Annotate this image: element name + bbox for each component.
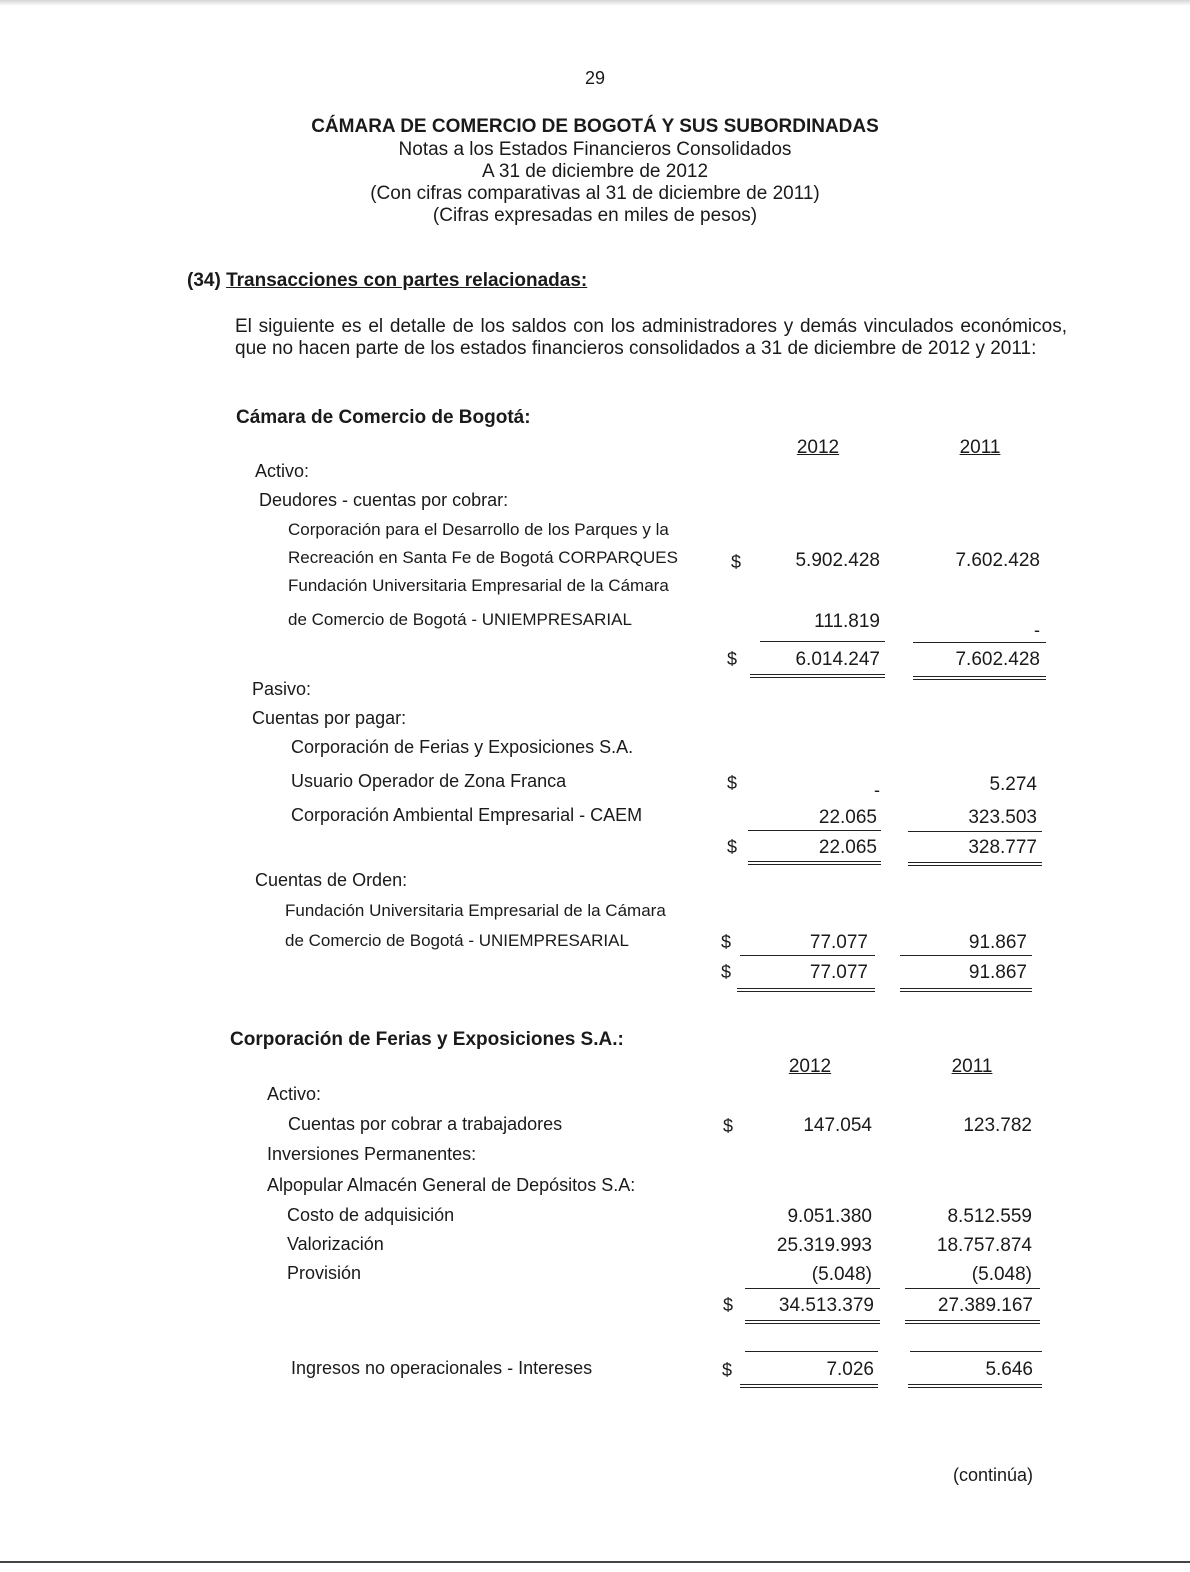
ccb-corparques-2012: 5.902.428 bbox=[795, 550, 880, 571]
ccb-activo-label: Activo: bbox=[255, 461, 310, 481]
cfe-ingresos-2011: 5.646 bbox=[985, 1359, 1033, 1380]
ccb-activo-total-rule-2011 bbox=[913, 676, 1046, 680]
ccb-activo-total-rule-2012 bbox=[750, 674, 885, 678]
ccb-orden-line-2: de Comercio de Bogotá - UNIEMPRESARIAL bbox=[285, 931, 629, 950]
section-heading bbox=[187, 270, 587, 292]
ccb-zona-franca-label: Usuario Operador de Zona Franca bbox=[291, 771, 567, 791]
cfe-subtotal-rule-2012 bbox=[745, 1288, 880, 1289]
ccb-caem-label: Corporación Ambiental Empresarial - CAEM bbox=[291, 805, 643, 825]
ccb-caem-2012: 22.065 bbox=[818, 807, 877, 828]
cfe-provision-2012: (5.048) bbox=[811, 1264, 872, 1285]
ccb-zona-franca-2012: - bbox=[874, 780, 880, 800]
header-line-1: Notas a los Estados Financieros Consolidados bbox=[398, 139, 792, 160]
cfe-ingresos-top-rule-2011 bbox=[910, 1351, 1042, 1352]
header-line-2: A 31 de diciembre de 2012 bbox=[481, 161, 709, 182]
cfe-ingresos-top-rule-2012 bbox=[745, 1351, 878, 1352]
ccb-currency-orden-total: $ bbox=[721, 962, 732, 982]
company-title: CÁMARA DE COMERCIO DE BOGOTÁ Y SUS SUBORDINADAS bbox=[311, 116, 879, 137]
ccb-currency-activo-total: $ bbox=[727, 649, 738, 669]
ccb-uniemp-line-1: Fundación Universitaria Empresarial de la Cámara bbox=[288, 576, 669, 595]
cfe-ingresos-2012: 7.026 bbox=[826, 1359, 874, 1380]
cfe-currency-trabajadores: $ bbox=[723, 1116, 734, 1136]
section-number: (34) bbox=[187, 270, 221, 291]
ccb-activo-subtotal-rule-2012 bbox=[760, 641, 885, 642]
ccb-currency-corparques: $ bbox=[731, 552, 742, 572]
ccb-orden-total-2012: 77.077 bbox=[809, 962, 868, 983]
cfe-total-2011: 27.389.167 bbox=[937, 1295, 1033, 1316]
cfe-trabajadores-2011: 123.782 bbox=[963, 1115, 1032, 1136]
cfe-year-2012: 2012 bbox=[788, 1056, 832, 1077]
ccb-orden-2011: 91.867 bbox=[968, 932, 1027, 953]
header-line-3: (Con cifras comparativas al 31 de diciembre de 2011) bbox=[370, 183, 820, 204]
ccb-deudores-label: Deudores - cuentas por cobrar: bbox=[259, 490, 509, 510]
cfe-alpopular-label: Alpopular Almacén General de Depósitos S.A: bbox=[267, 1175, 636, 1195]
header-line-4: (Cifras expresadas en miles de pesos) bbox=[432, 205, 758, 226]
ccb-uniemp-2011: - bbox=[1034, 620, 1040, 640]
scan-top-edge bbox=[0, 0, 1190, 6]
ccb-corparques-2011: 7.602.428 bbox=[955, 550, 1040, 571]
ccb-uniemp-2012: 111.819 bbox=[814, 611, 880, 632]
ccb-orden-subtotal-rule-2012 bbox=[740, 955, 875, 956]
cfe-total-rule-2011 bbox=[905, 1320, 1040, 1324]
cfe-total-2012: 34.513.379 bbox=[778, 1295, 874, 1316]
cfe-trabajadores-2012: 147.054 bbox=[803, 1115, 872, 1136]
ccb-corparques-line-1: Corporación para el Desarrollo de los Parques y la bbox=[288, 520, 669, 539]
ccb-pasivo-subtotal-rule-2011 bbox=[908, 831, 1042, 832]
ccb-pasivo-total-2011: 328.777 bbox=[968, 837, 1037, 858]
cfe-valorizacion-2012: 25.319.993 bbox=[776, 1235, 872, 1256]
cfe-costo-label: Costo de adquisición bbox=[287, 1205, 455, 1225]
ccb-corparques-line-2: Recreación en Santa Fe de Bogotá CORPARQUES bbox=[288, 548, 678, 567]
cfe-ingresos-total-rule-2011 bbox=[908, 1384, 1042, 1388]
cfe-costo-2012: 9.051.380 bbox=[787, 1206, 872, 1227]
cfe-total-rule-2012 bbox=[745, 1320, 880, 1324]
cfe-valorizacion-2011: 18.757.874 bbox=[936, 1235, 1032, 1256]
page-number: 29 bbox=[584, 68, 606, 88]
cfe-currency-total: $ bbox=[723, 1295, 734, 1315]
scan-bottom-rule bbox=[0, 1561, 1190, 1563]
ccb-pasivo-total-rule-2011 bbox=[908, 862, 1042, 866]
cfe-trabajadores-label: Cuentas por cobrar a trabajadores bbox=[288, 1114, 563, 1134]
ccb-activo-total-2012: 6.014.247 bbox=[795, 649, 880, 670]
ccb-zona-franca-2011: 5.274 bbox=[989, 774, 1037, 795]
ccb-currency-pasivo-total: $ bbox=[727, 837, 738, 857]
cfe-title: Corporación de Ferias y Exposiciones S.A.: bbox=[230, 1029, 624, 1050]
ccb-orden-2012: 77.077 bbox=[809, 932, 868, 953]
continua-note: (continúa) bbox=[953, 1465, 1034, 1485]
cfe-ingresos-label: Ingresos no operacionales - Intereses bbox=[291, 1358, 593, 1378]
ccb-pasivo-subtotal-rule-2012 bbox=[748, 830, 881, 831]
ccb-pasivo-total-2012: 22.065 bbox=[818, 837, 877, 858]
ccb-pasivo-total-rule-2012 bbox=[748, 861, 881, 865]
ccb-currency-zona-franca: $ bbox=[727, 773, 738, 793]
ccb-orden-label: Cuentas de Orden: bbox=[255, 870, 408, 890]
ccb-currency-orden: $ bbox=[721, 932, 732, 952]
cfe-provision-2011: (5.048) bbox=[971, 1264, 1032, 1285]
ccb-caem-2011: 323.503 bbox=[968, 807, 1037, 828]
ccb-cuentas-pagar-label: Cuentas por pagar: bbox=[252, 708, 407, 728]
cfe-ingresos-total-rule-2012 bbox=[740, 1384, 878, 1388]
cfe-currency-ingresos: $ bbox=[722, 1360, 733, 1380]
ccb-year-2012: 2012 bbox=[796, 437, 840, 458]
cfe-subtotal-rule-2011 bbox=[905, 1288, 1040, 1289]
ccb-activo-subtotal-rule-2011 bbox=[913, 642, 1046, 643]
ccb-title: Cámara de Comercio de Bogotá: bbox=[236, 407, 531, 428]
cfe-activo-label: Activo: bbox=[267, 1084, 322, 1104]
ccb-orden-line-1: Fundación Universitaria Empresarial de la Cámara bbox=[285, 901, 666, 920]
intro-paragraph: El siguiente es el detalle de los saldos con los administradores y demás vinculados económicos, que no hacen parte de los estados financieros consolidados a 31 de diciembre de 2012 y 2011: bbox=[235, 316, 1067, 359]
section-title: Transacciones con partes relacionadas: bbox=[226, 270, 588, 291]
ccb-year-2011: 2011 bbox=[959, 437, 1001, 458]
ccb-ferias-label: Corporación de Ferias y Exposiciones S.A. bbox=[291, 737, 634, 757]
cfe-costo-2011: 8.512.559 bbox=[947, 1206, 1032, 1227]
ccb-orden-total-rule-2011 bbox=[900, 988, 1032, 992]
ccb-orden-subtotal-rule-2011 bbox=[900, 955, 1032, 956]
ccb-orden-total-2011: 91.867 bbox=[968, 962, 1027, 983]
cfe-inversiones-label: Inversiones Permanentes: bbox=[267, 1144, 477, 1164]
cfe-year-2011: 2011 bbox=[951, 1056, 993, 1077]
ccb-pasivo-label: Pasivo: bbox=[252, 679, 312, 699]
ccb-activo-total-2011: 7.602.428 bbox=[955, 649, 1040, 670]
ccb-uniemp-line-2: de Comercio de Bogotá - UNIEMPRESARIAL bbox=[288, 610, 632, 629]
cfe-provision-label: Provisión bbox=[287, 1263, 362, 1283]
cfe-valorizacion-label: Valorización bbox=[287, 1234, 384, 1254]
ccb-orden-total-rule-2012 bbox=[737, 988, 875, 992]
